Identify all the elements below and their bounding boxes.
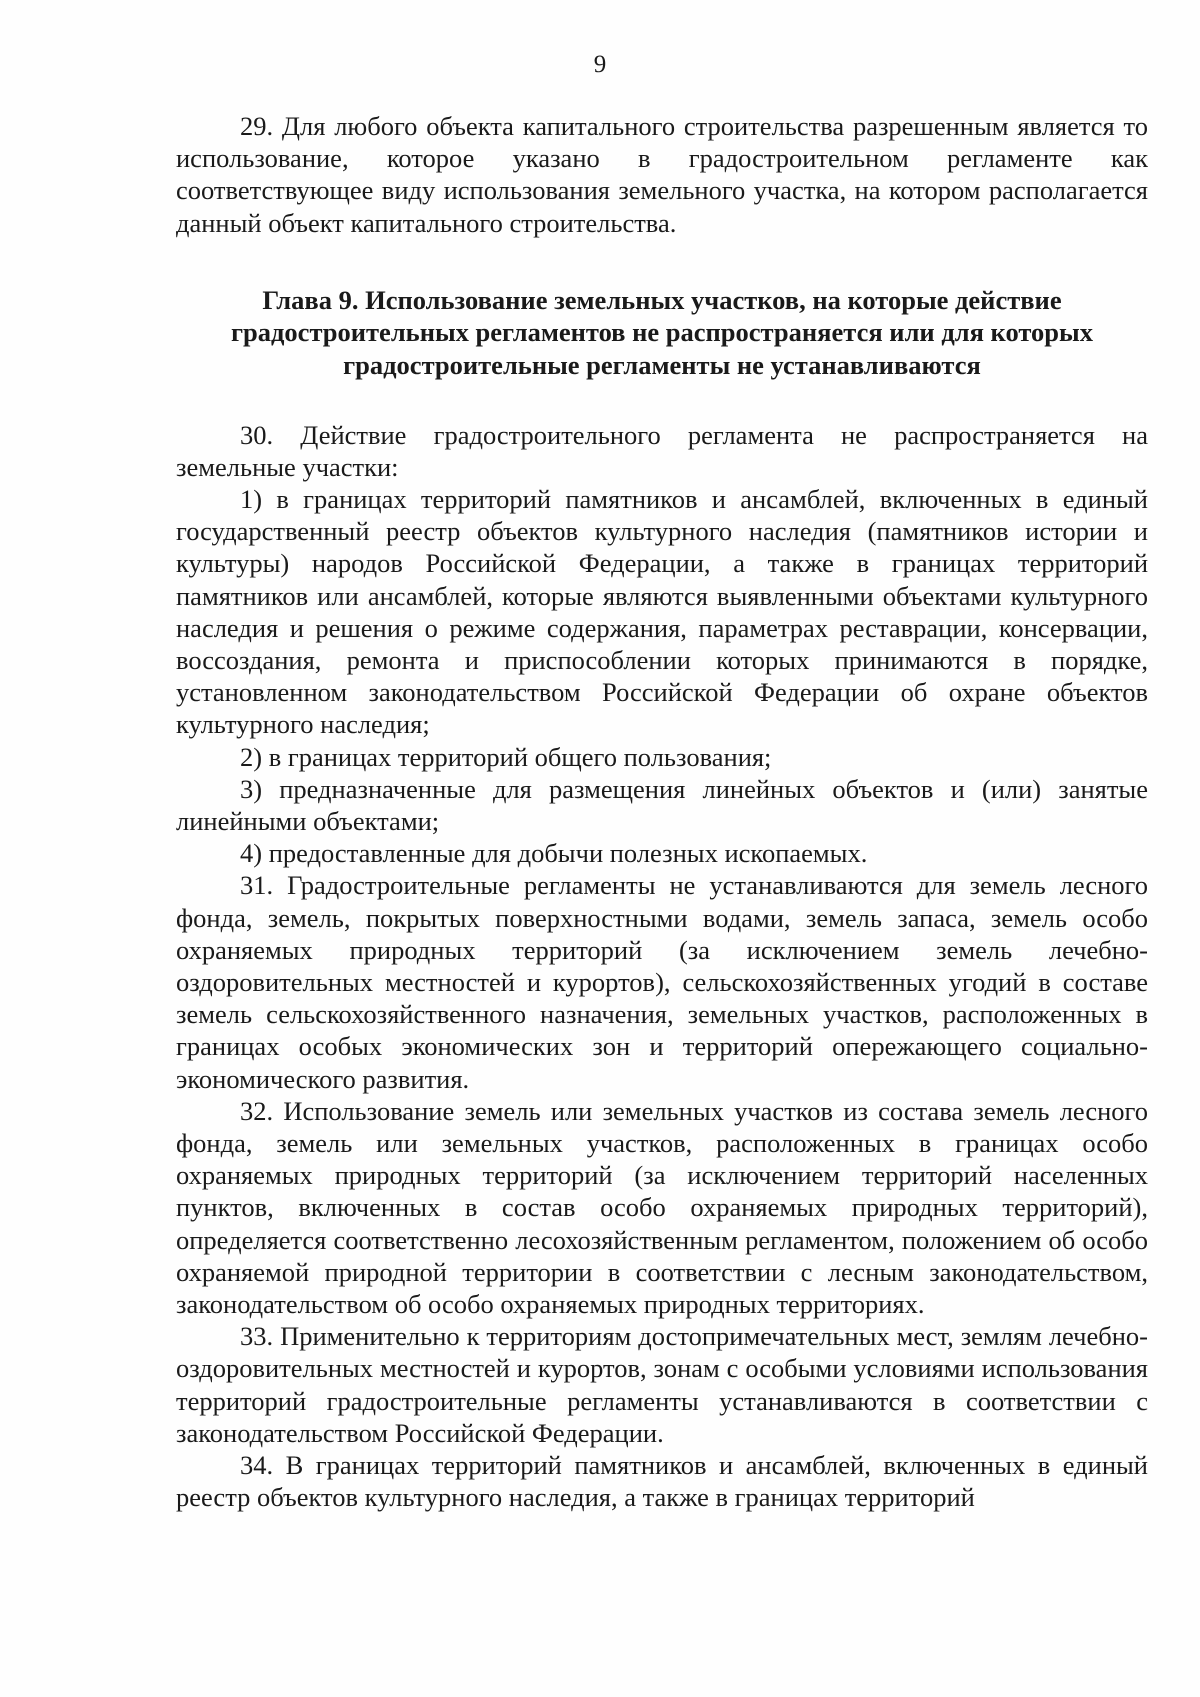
paragraph-34: 34. В границах территорий памятников и ансамблей, включенных в единый реестр объектов культурного наследия, а также в границах территорий (176, 1450, 1148, 1513)
list-item-4: 4) предоставленные для добычи полезных ископаемых. (240, 838, 868, 869)
paragraph-30: 30. Действие градостроительного регламента не распространяется на земельные участки: (176, 419, 1148, 482)
list-item-1: 1) в границах территорий памятников и ансамблей, включенных в единый государственный реестр объектов культурного наследия (памятников истории и культуры) народов Российской Федерации, а также в границах территорий памятников или ансамблей, которые являются выявленными объектами культурного наследия и решения о режиме содержания, параметрах реставрации, консервации, воссоздания, ремонта и приспособлении которых принимаются в порядке, установленном законодательством Российской Федерации об охране объектов культурного наследия; (176, 484, 1148, 740)
document-body (176, 110, 1148, 1514)
chapter-heading: Глава 9. Использование земельных участков, на которые действие градостроительных регламентов не распространяется или для которых градостроительные регламенты не устанавливаются (231, 284, 1093, 380)
paragraph-29: 29. Для любого объекта капитального строительства разрешенным является то использование, которое указано в градостроительном регламенте как соответствующее виду использования земельного участка, на котором располагается данный объект капитального строительства. (176, 111, 1148, 238)
list-item-2: 2) в границах территорий общего пользования; (240, 741, 772, 772)
list-item-3: 3) предназначенные для размещения линейных объектов и (или) занятые линейными объектами; (176, 773, 1148, 837)
paragraph-33: 33. Применительно к территориям достопримечательных мест, землям лечебно-оздоровительных местностей и курортов, зонам с особыми условиями использования территорий градостроительные регламенты устанавливаются в соответствии с законодательством Российской Федерации. (176, 1321, 1148, 1448)
paragraph-31: 31. Градостроительные регламенты не устанавливаются для земель лесного фонда, земель, покрытых поверхностными водами, земель запаса, земель особо охраняемых природных территорий (за исключением земель лечебно-оздоровительных местностей и курортов), сельскохозяйственных угодий в составе земель сельскохозяйственного назначения, земельных участков, расположенных в границах особых экономических зон и территорий опережающего социально-экономического развития. (176, 870, 1148, 1094)
paragraph-32: 32. Использование земель или земельных участков из состава земель лесного фонда, земель или земельных участков, расположенных в границах особо охраняемых природных территорий (за исключением территорий населенных пунктов, включенных в состав особо охраняемых природных территорий), определяется соответственно лесохозяйственным регламентом, положением об особо охраняемой природной территории в соответствии с лесным законодательством, законодательством об особо охраняемых природных территориях. (176, 1095, 1148, 1320)
page-number: 9 (593, 51, 607, 78)
